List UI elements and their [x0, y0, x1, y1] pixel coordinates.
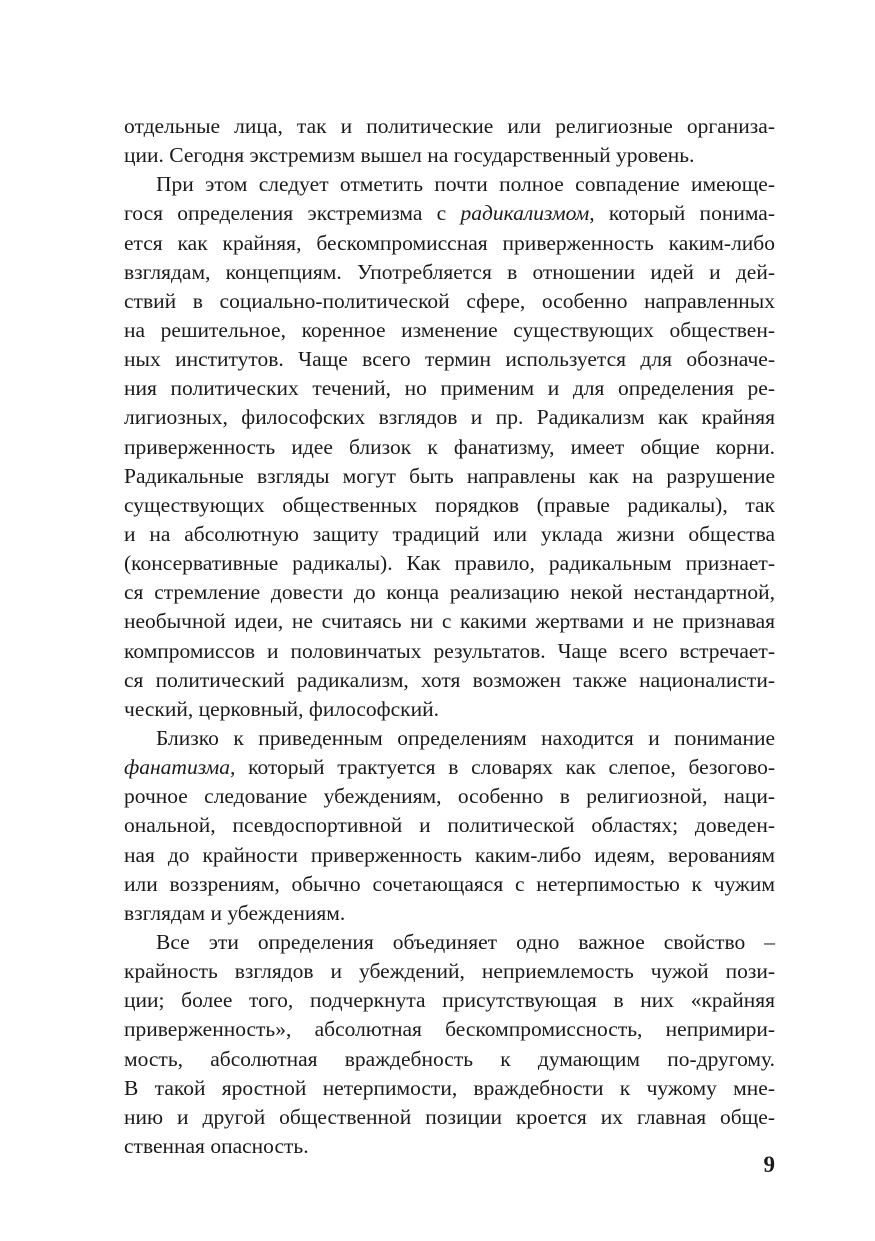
text-line [124, 782, 775, 811]
text-run: ется как крайняя, бескомпромиссная приверженность каким-либо [124, 230, 775, 255]
text-line [124, 112, 775, 141]
text-line [124, 229, 775, 258]
text-line [124, 403, 775, 432]
text-run: на решительное, коренное изменение существующих обществен- [124, 317, 775, 342]
text-run: ная до крайности приверженность каким-либо идеям, верованиям [124, 842, 775, 867]
paragraph [124, 112, 775, 170]
text-run: который трактуется в словарях как слепое, безогово- [235, 755, 775, 780]
text-run: гося определения экстремизма с [124, 201, 461, 226]
text-run: ции; более того, подчеркнута присутствующая в них «крайняя [124, 988, 775, 1013]
paragraph [124, 724, 775, 928]
text-line [124, 520, 775, 549]
text-run: мость, абсолютная враждебность к думающим по-другому. [124, 1046, 775, 1071]
text-line [124, 549, 775, 578]
text-line [124, 1103, 775, 1132]
text-line [124, 870, 775, 899]
text-line [124, 316, 775, 345]
text-line [124, 724, 775, 753]
text-line [124, 1015, 775, 1044]
text-run: ных институтов. Чаще всего термин используется для обозначе- [124, 347, 775, 372]
italic-term: радикализмом [460, 201, 590, 226]
text-line [124, 695, 775, 724]
text-run: рочное следование убеждениям, особенно в религиозной, наци- [124, 784, 775, 809]
text-run: приверженность идее близок к фанатизму, имеет общие корни. [124, 434, 775, 459]
text-line [124, 753, 775, 782]
text-run: ческий, церковный, философский. [124, 696, 439, 721]
text-line [124, 928, 775, 957]
text-line [124, 899, 775, 928]
text-line [124, 199, 775, 228]
text-line [124, 986, 775, 1015]
text-line [124, 170, 775, 199]
text-run: (консервативные радикалы). Как правило, радикальным признает- [124, 551, 775, 576]
text-run: крайность взглядов и убеждений, неприемлемость чужой пози- [124, 959, 775, 984]
text-line [124, 491, 775, 520]
text-run: и на абсолютную защиту традиций или уклада жизни общества [124, 521, 775, 546]
text-run: лигиозных, философских взглядов и пр. Радикализм как крайняя [124, 405, 775, 430]
text-line [124, 433, 775, 462]
italic-term: фанатизма, [124, 755, 236, 780]
text-run: нию и другой общественной позиции кроется их главная обще- [124, 1104, 775, 1129]
text-line [124, 141, 775, 170]
text-run: ональной, псевдоспортивной и политической областях; доведен- [124, 813, 775, 838]
text-run: ся политический радикализм, хотя возможен также националисти- [124, 667, 775, 692]
body-text [124, 112, 775, 1161]
text-line [124, 374, 775, 403]
text-run: ственная опасность. [124, 1133, 309, 1158]
text-run: существующих общественных порядков (правые радикалы), так [124, 492, 775, 517]
text-run: В такой яростной нетерпимости, враждебности к чужому мне- [124, 1075, 775, 1100]
text-line [124, 637, 775, 666]
text-line [124, 578, 775, 607]
page-number: 9 [763, 1152, 775, 1177]
text-line [124, 1132, 775, 1161]
paragraph [124, 928, 775, 1161]
text-run: взглядам, концепциям. Употребляется в отношении идей и дей- [124, 259, 775, 284]
text-run: Близко к приведенным определениям находится и понимание [156, 725, 775, 750]
text-line [124, 841, 775, 870]
text-run: компромиссов и половинчатых результатов. Чаще всего встречает- [124, 638, 775, 663]
text-run: необычной идеи, не считаясь ни с какими жертвами и не признавая [124, 609, 775, 634]
text-line [124, 811, 775, 840]
text-run: Радикальные взгляды могут быть направлены как на разрушение [124, 463, 775, 488]
text-run: взглядам и убеждениям. [124, 900, 346, 925]
text-run: приверженность», абсолютная бескомпромиссность, непримири- [124, 1017, 775, 1042]
text-run: При этом следует отметить почти полное совпадение имеюще- [156, 172, 775, 197]
text-line [124, 258, 775, 287]
text-line [124, 345, 775, 374]
text-run: ции. Сегодня экстремизм вышел на государственный уровень. [124, 143, 695, 168]
paragraph [124, 170, 775, 724]
text-line [124, 287, 775, 316]
text-run: ствий в социально-политической сфере, особенно направленных [124, 288, 775, 313]
text-run: Все эти определения объединяет одно важное свойство – [156, 929, 775, 954]
text-line [124, 957, 775, 986]
text-line [124, 462, 775, 491]
text-run: отдельные лица, так и политические или религиозные организа- [124, 114, 775, 138]
text-line [124, 1045, 775, 1074]
text-line [124, 1074, 775, 1103]
text-run: или воззрениям, обычно сочетающаяся с нетерпимостью к чужим [124, 871, 775, 896]
text-run: , который понима- [589, 201, 775, 226]
text-line [124, 666, 775, 695]
text-run: ся стремление довести до конца реализацию некой нестандартной, [124, 580, 775, 605]
text-line [124, 607, 775, 636]
text-run: ния политических течений, но применим и для определения ре- [124, 376, 775, 401]
